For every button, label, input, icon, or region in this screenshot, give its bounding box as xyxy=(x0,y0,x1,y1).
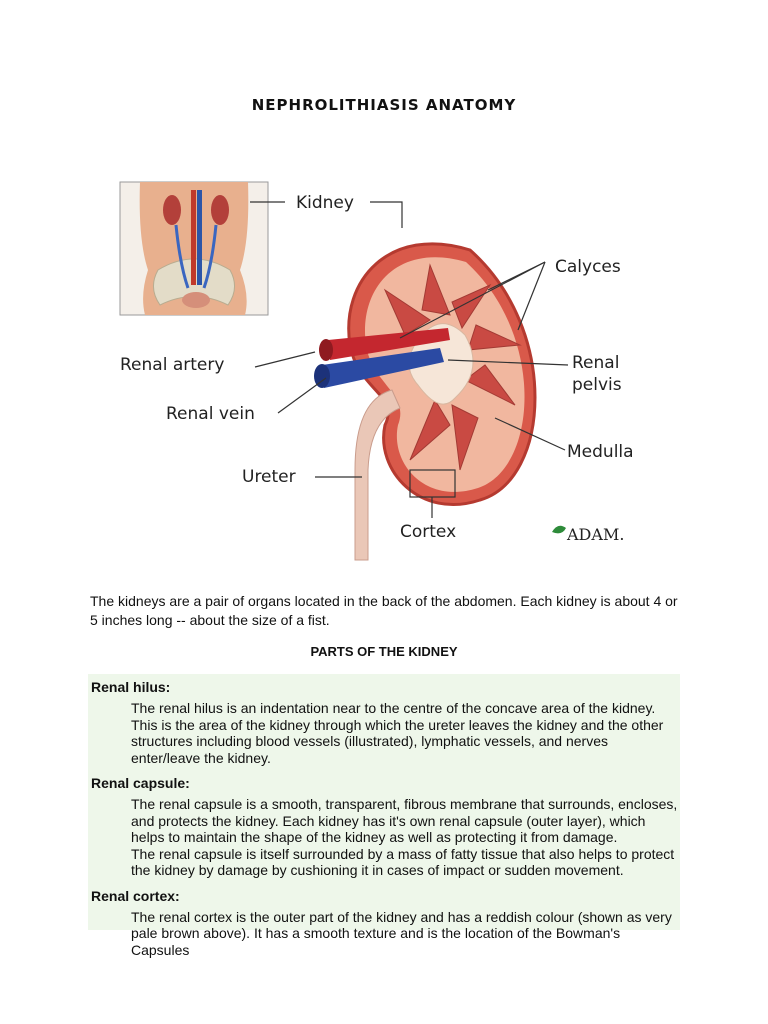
kidney-anatomy-figure xyxy=(100,170,680,560)
adam-logo-text: ADAM. xyxy=(567,525,625,544)
page-title: NEPHROLITHIASIS ANATOMY xyxy=(251,96,517,114)
label-renal-artery: Renal artery xyxy=(120,355,225,375)
definition-text: The renal cortex is the outer part of the kidney and has a reddish colour (shown as very pale brown above). It has a smooth texture and is the location of the Bowman's Capsules xyxy=(131,908,672,958)
definition-renal-cortex xyxy=(88,905,680,963)
definition-text: The renal hilus is an indentation near to the centre of the concave area of the kidney. This is the area of the kidney through which the ureter leaves the kidney and the other structures including blood vessels (illustrated), lymphatic vessels, and nerves enter/leave the kidney. xyxy=(131,700,664,766)
term-renal-capsule: Renal capsule: xyxy=(91,775,190,791)
kidney-diagram xyxy=(100,170,680,560)
definition-renal-hilus xyxy=(88,696,680,770)
label-renal-vein: Renal vein xyxy=(166,404,255,424)
parts-list xyxy=(88,674,680,958)
definition-text: The renal capsule is a smooth, transparent, fibrous membrane that surrounds, encloses, and protects the kidney. Each kidney has it's own renal capsule (outer layer), which helps to maintain the shape of the kidney as well as protecting it from damage. xyxy=(131,796,678,845)
label-medulla: Medulla xyxy=(567,442,634,462)
kidney-cross-section xyxy=(314,244,535,560)
definition-renal-capsule xyxy=(88,792,680,883)
term-renal-cortex: Renal cortex: xyxy=(91,887,180,904)
intro-paragraph: The kidneys are a pair of organs located in the back of the abdomen. Each kidney is about 4 or 5 inches long -- about the size of a fist. xyxy=(90,593,678,628)
definition-text: The renal capsule is itself surrounded by a mass of fatty tissue that also helps to protect the kidney by damage by cushioning it in cases of impact or sudden movement. xyxy=(131,845,675,878)
leaf-icon xyxy=(552,526,566,534)
label-calyces: Calyces xyxy=(555,257,621,277)
label-kidney: Kidney xyxy=(296,193,354,213)
label-renal-pelvis-1: Renal xyxy=(572,353,620,373)
section-title: PARTS OF THE KIDNEY xyxy=(310,644,458,659)
torso-inset xyxy=(120,182,268,315)
label-cortex: Cortex xyxy=(400,522,457,542)
adam-logo xyxy=(552,525,624,544)
label-renal-pelvis-2: pelvis xyxy=(572,375,622,395)
label-ureter: Ureter xyxy=(242,467,296,487)
term-renal-hilus: Renal hilus: xyxy=(91,679,171,695)
